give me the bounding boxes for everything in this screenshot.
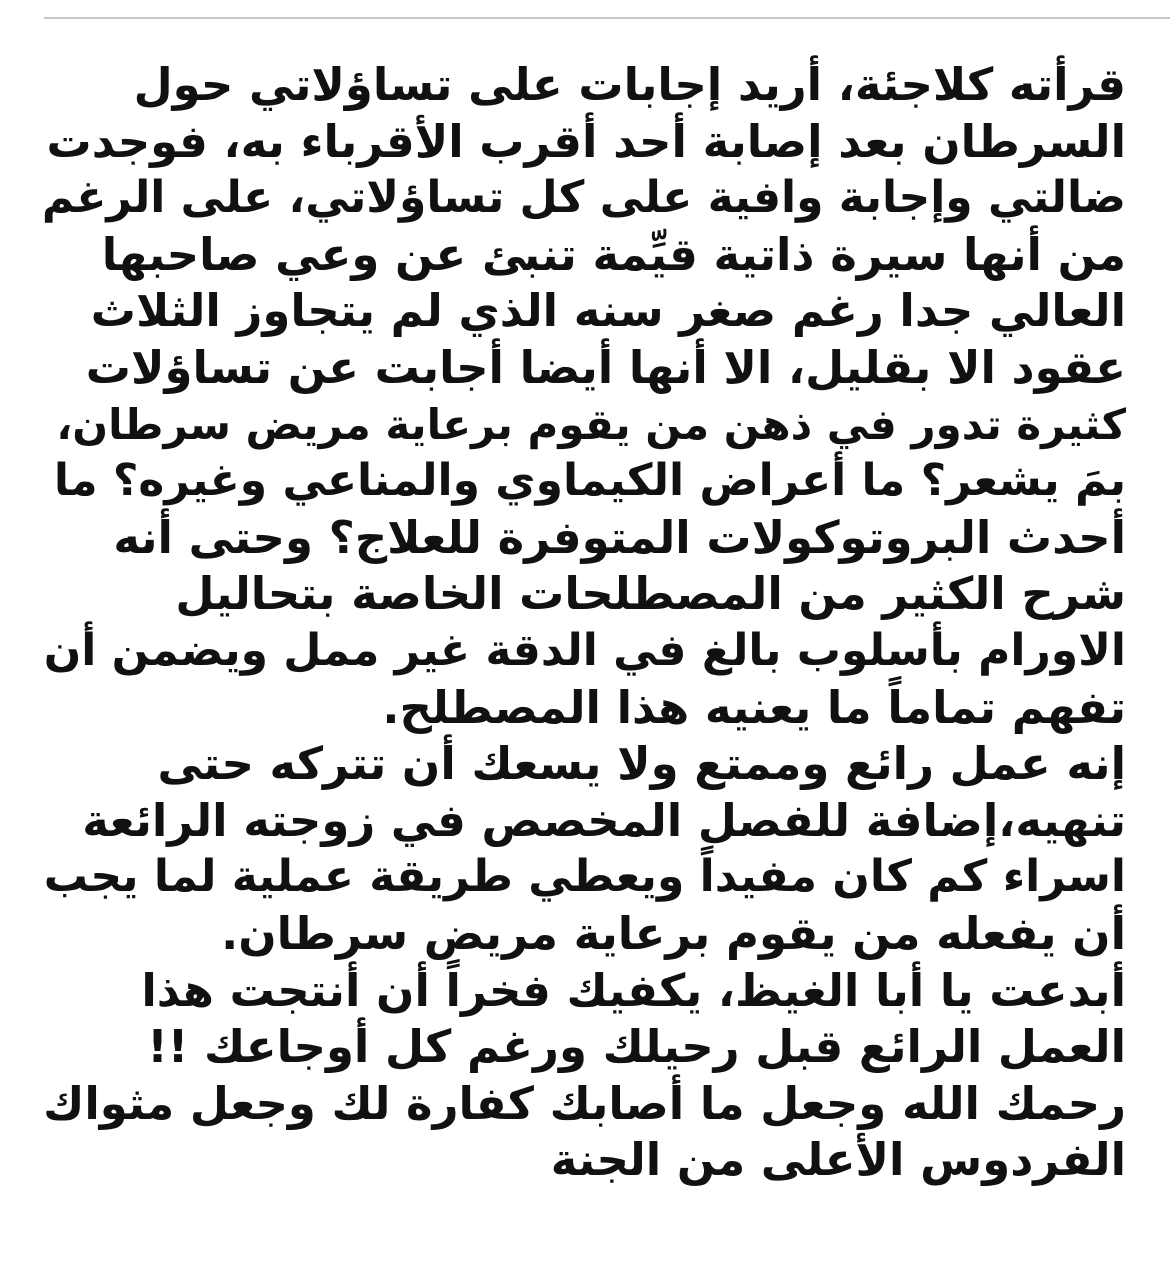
review-line: كثيرة تدور في ذهن من يقوم برعاية مريض سرطان، <box>56 399 1126 449</box>
review-line: رحمك الله وجعل ما أصابك كفارة لك وجعل مثواك <box>43 1076 1126 1130</box>
review-line: أحدث البروتوكولات المتوفرة للعلاج؟ وحتى أنه <box>113 510 1126 564</box>
review-line: السرطان بعد إصابة أحد أقرب الأقرباء به، فوجدت <box>46 114 1126 168</box>
review-line: تنهيه،إضافة للفصل المخصص في زوجته الرائعة <box>82 793 1126 847</box>
review-line: الفردوس الأعلى من الجنة <box>550 1133 1126 1187</box>
review-line: عقود الا بقليل، الا أنها أيضا أجابت عن تساؤلات <box>85 340 1126 394</box>
review-line: العمل الرائع قبل رحيلك ورغم كل أوجاعك !! <box>147 1020 1126 1074</box>
review-line: تفهم تماماً ما يعنيه هذا المصطلح. <box>382 680 1126 734</box>
review-line: أن يفعله من يقوم برعاية مريض سرطان. <box>221 906 1126 960</box>
review-text <box>40 57 1126 1189</box>
review-line: اسراء كم كان مفيداً ويعطي طريقة عملية لما يجب <box>43 851 1126 903</box>
review-line: شرح الكثير من المصطلحات الخاصة بتحاليل <box>175 567 1126 621</box>
review-line: بمَ يشعر؟ ما أعراض الكيماوي والمناعي وغيره؟ ما <box>53 455 1126 507</box>
review-line: إنه عمل رائع وممتع ولا يسعك أن تتركه حتى <box>157 737 1126 791</box>
review-line: الاورام بأسلوب بالغ في الدقة غير ممل ويضمن أن <box>43 624 1126 676</box>
review-line: العالي جدا رغم صغر سنه الذي لم يتجاوز الثلاث <box>90 284 1126 338</box>
review-line: من أنها سيرة ذاتية قيِّمة تنبئ عن وعي صاحبها <box>101 227 1126 281</box>
top-divider <box>44 17 1170 19</box>
review-line: أبدعت يا أبا الغيظ، يكفيك فخراً أن أنتجت هذا <box>141 963 1126 1017</box>
review-line: قرأته كلاجئة، أريد إجابات على تساؤلاتي حول <box>133 58 1126 111</box>
review-line: ضالتي وإجابة وافية على كل تساؤلاتي، على الرغم <box>41 172 1126 224</box>
